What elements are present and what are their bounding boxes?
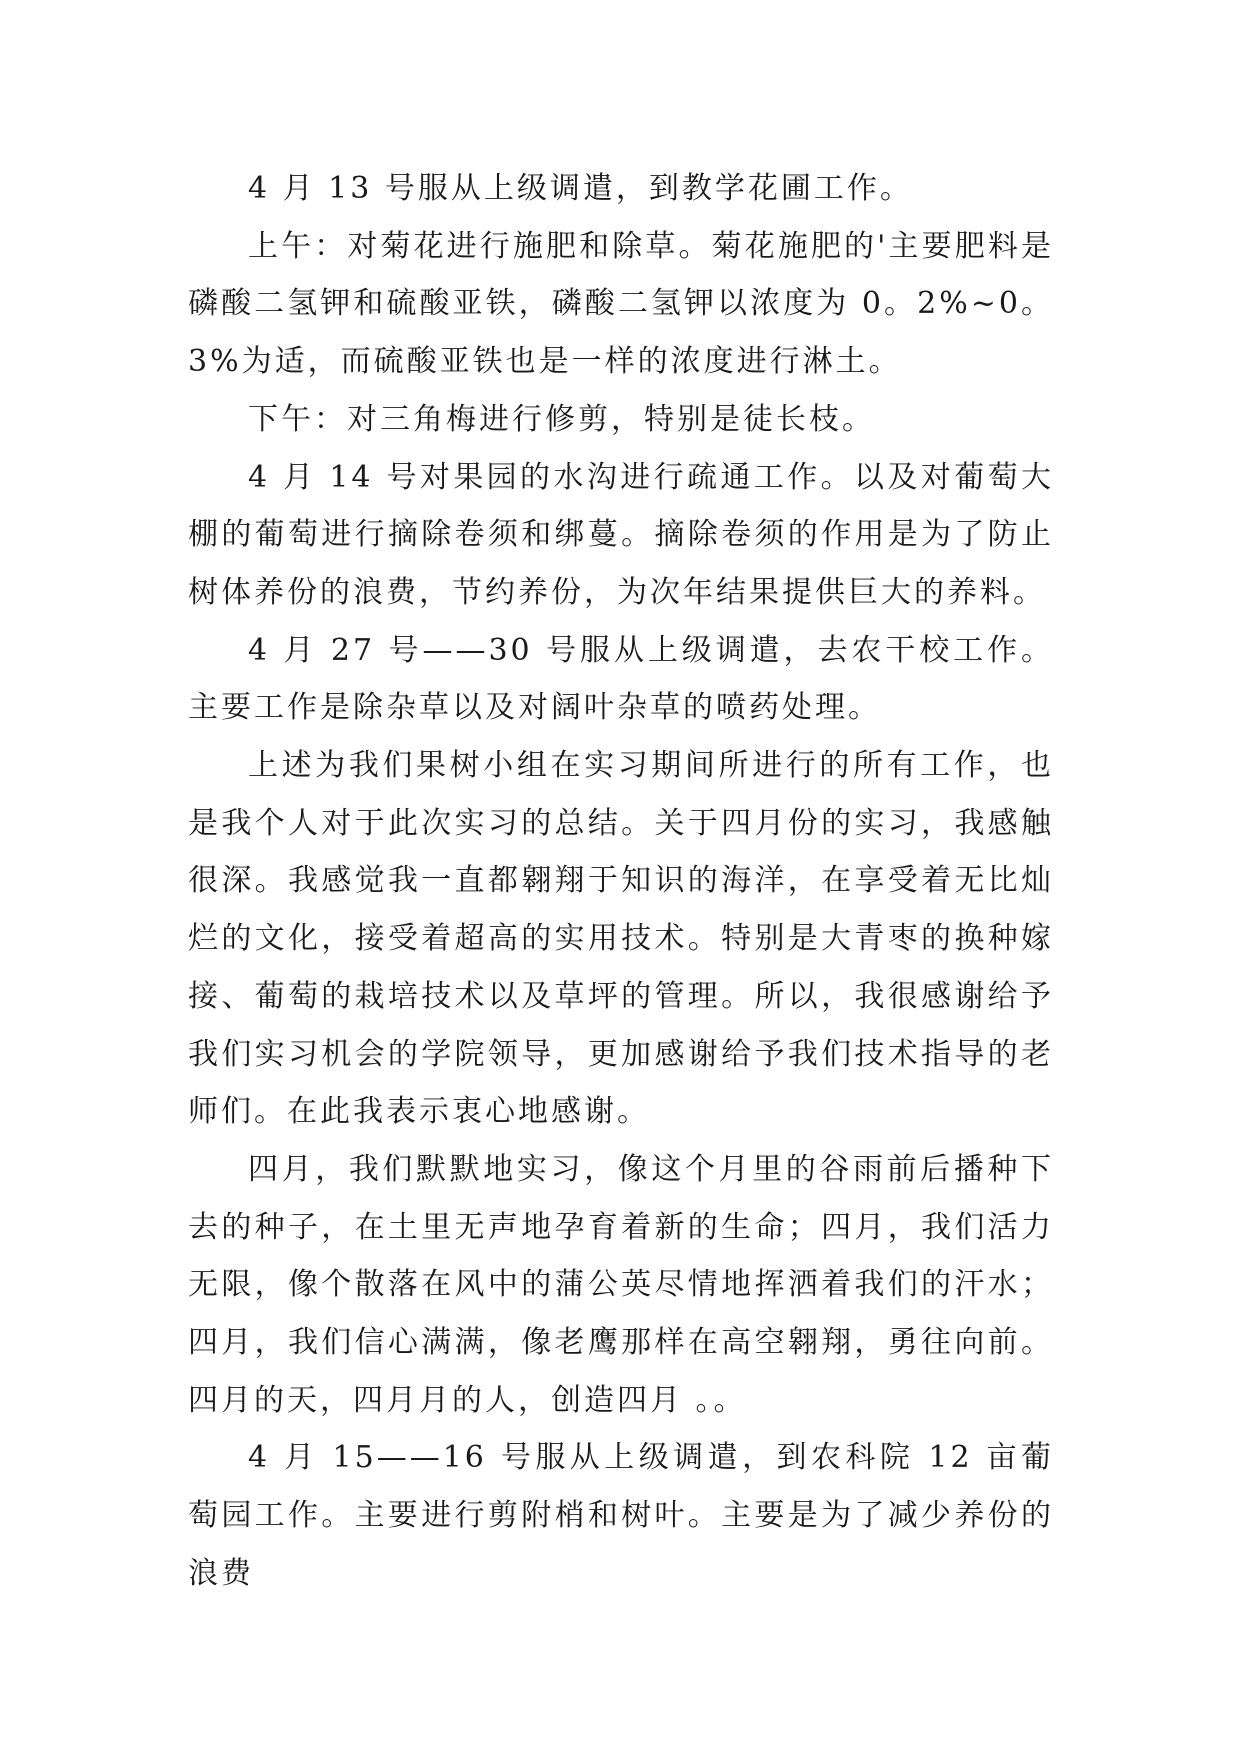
paragraph-5: 4 月 27 号——30 号服从上级调遣，去农干校工作。主要工作是除杂草以及对阔叶杂草的喷药处理。 [188,632,1054,726]
paragraph-8: 4 月 15——16 号服从上级调遣，到农科院 12 亩葡萄园工作。主要进行剪附梢和树叶。主要是为了减少养份的浪费 [188,1440,1054,1591]
paragraph-6: 上述为我们果树小组在实习期间所进行的所有工作，也是我个人对于此次实习的总结。关于四月份的实习，我感触很深。我感觉我一直都翱翔于知识的海洋，在享受着无比灿烂的文化，接受着超高的实用技术。特别是大青枣的换种嫁接、葡萄的栽培技术以及草坪的管理。所以，我很感谢给予我们实习机会的学院领导，更加感谢给予我们技术指导的老师们。在此我表示衷心地感谢。 [188,748,1054,1130]
paragraph-1: 4 月 13 号服从上级调遣，到教学花圃工作。 [248,171,913,206]
paragraph-2: 上午：对菊花进行施肥和除草。菊花施肥的'主要肥料是磷酸二氢钾和硫酸亚铁，磷酸二氢钾以浓度为 0。2%~0。3%为适，而硫酸亚铁也是一样的浓度进行淋土。 [188,228,1054,380]
paragraph-7: 四月，我们默默地实习，像这个月里的谷雨前后播种下去的种子，在土里无声地孕育着新的生命；四月，我们活力无限，像个散落在风中的蒲公英尽情地挥洒着我们的汗水；四月，我们信心满满，像老鹰那样在高空翱翔，勇往向前。四月的天，四月月的人，创造四月 。。 [188,1151,1054,1418]
document-body [188,160,1054,1603]
paragraph-3: 下午：对三角梅进行修剪，特别是徒长枝。 [248,401,875,437]
paragraph-4: 4 月 14 号对果园的水沟进行疏通工作。以及对葡萄大棚的葡萄进行摘除卷须和绑蔓。摘除卷须的作用是为了防止树体养份的浪费，节约养份，为次年结果提供巨大的养料。 [188,459,1054,610]
